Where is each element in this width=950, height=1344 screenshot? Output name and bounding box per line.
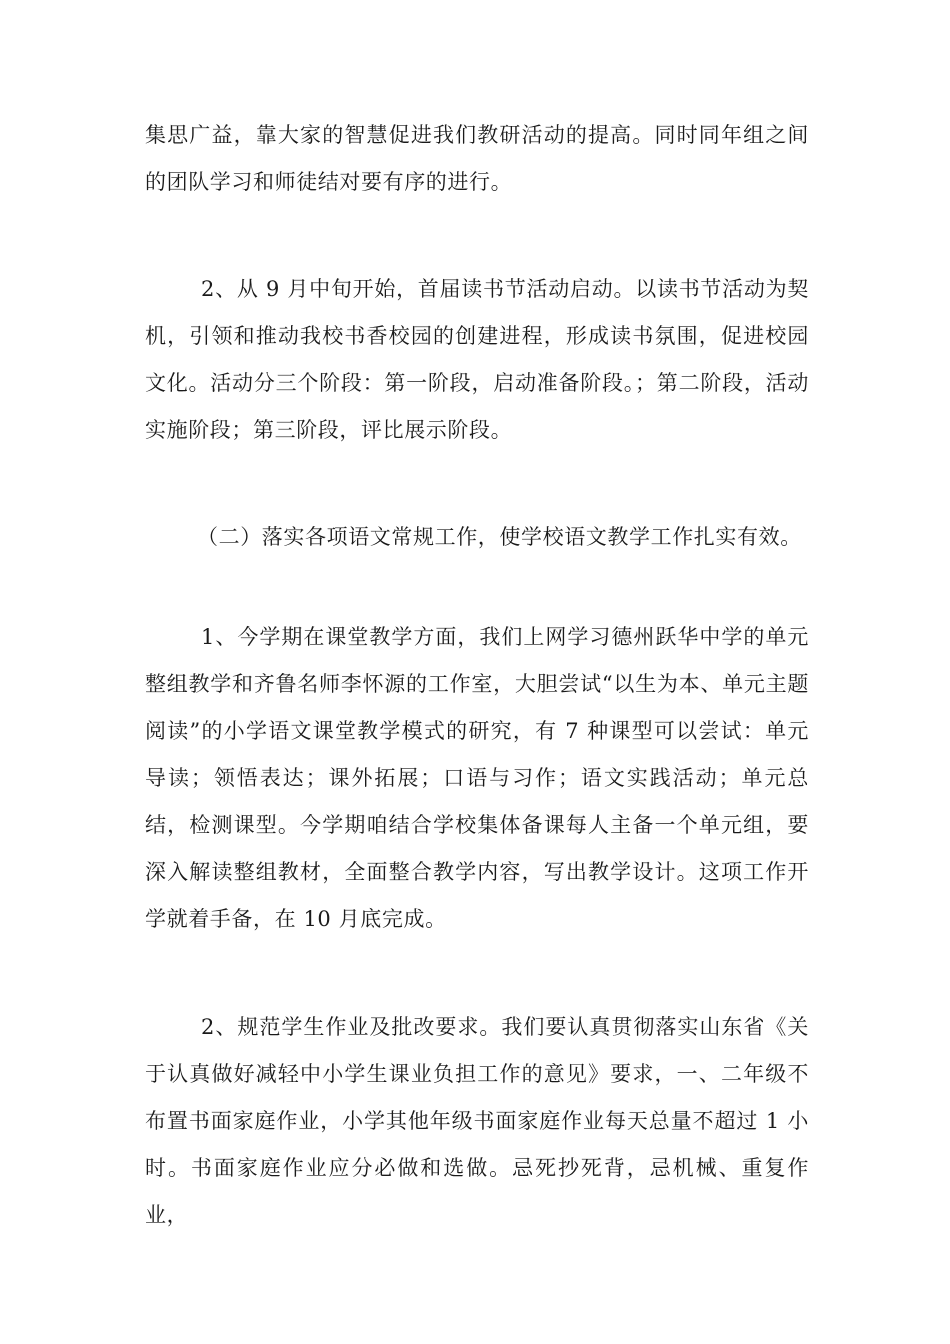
section-heading: （二）落实各项语文常规工作，使学校语文教学工作扎实有效。: [197, 525, 802, 549]
paragraph-homework-rules: 2、规范学生作业及批改要求。我们要认真贯彻落实山东省《关于认真做好减轻中小学生课业负担工作的意见》要求，一、二年级不布置书面家庭作业，小学其他年级书面家庭作业每天总量不超过 1 小时。书面家庭作业应分必做和选做。忌死抄死背，忌机械、重复作业，: [145, 1015, 809, 1227]
paragraph-continuation: 集思广益，靠大家的智慧促进我们教研活动的提高。同时同年组之间的团队学习和师徒结对要有序的进行。: [145, 123, 809, 194]
paragraph-reading-festival: 2、从 9 月中旬开始，首届读书节活动启动。以读书节活动为契机，引领和推动我校书香校园的创建进程，形成读书氛围，促进校园文化。活动分三个阶段：第一阶段，启动准备阶段。；第二阶段，活动实施阶段；第三阶段，评比展示阶段。: [145, 277, 809, 442]
paragraph-classroom-teaching: 1、今学期在课堂教学方面，我们上网学习德州跃华中学的单元整组教学和齐鲁名师李怀源的工作室，大胆尝试“以生为本、单元主题阅读”的小学语文课堂教学模式的研究，有 7 种课型可以尝试：单元导读；领悟表达；课外拓展；口语与习作；语文实践活动；单元总结，检测课型。今学期咱结合学校集体备课每人主备一个单元组，要深入解读整组教材，全面整合教学内容，写出教学设计。这项工作开学就着手备，在 10 月底完成。: [145, 625, 809, 931]
